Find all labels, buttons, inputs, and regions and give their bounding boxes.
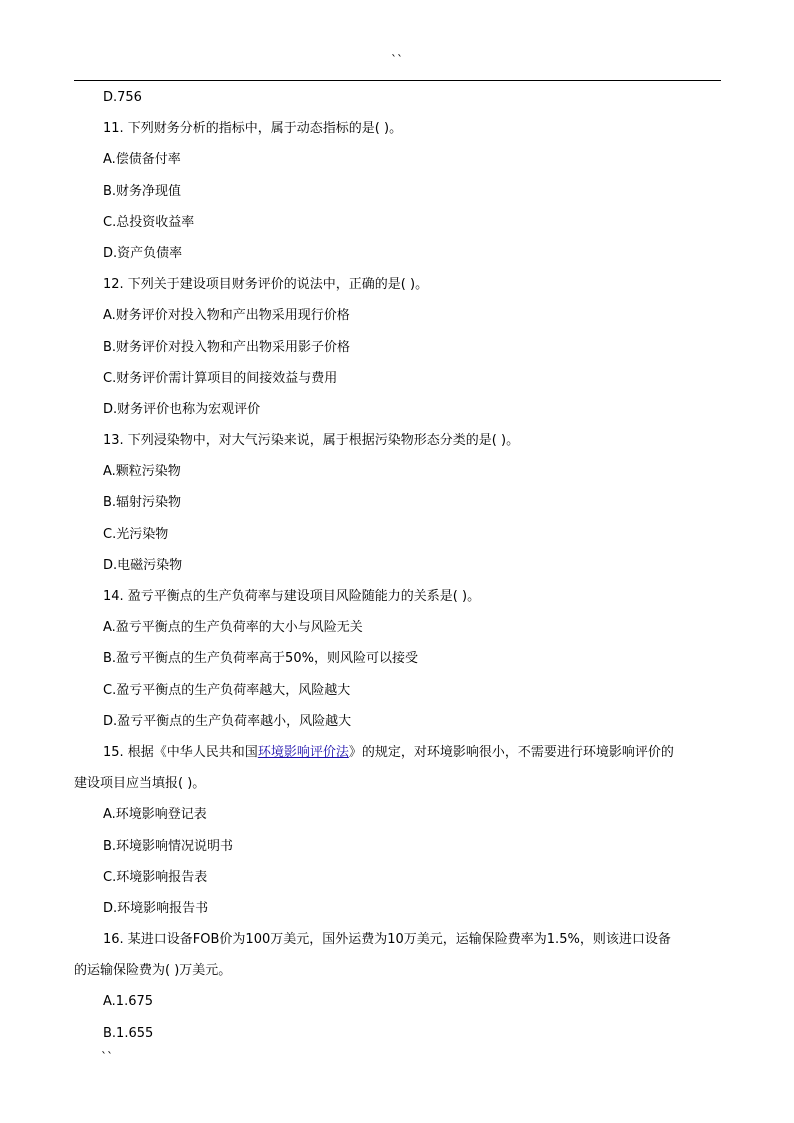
option-line: A.财务评价对投入物和产出物采用现行价格	[103, 308, 350, 324]
option-line: D.环境影响报告书	[103, 900, 209, 916]
question-15-line-2: 建设项目应当填报( )。	[74, 776, 206, 792]
question-15-line-1	[103, 743, 721, 763]
option-line: A.环境影响登记表	[103, 807, 207, 823]
option-line: B.财务净现值	[103, 183, 182, 199]
option-line: A.颗粒污染物	[103, 464, 181, 480]
option-line: D.资产负债率	[103, 245, 183, 261]
header-rule	[74, 80, 721, 81]
law-link[interactable]: 环境影响评价法	[257, 744, 349, 760]
question-15-prefix: 15. 根据《中华人民共和国	[103, 744, 258, 760]
option-line: D.电磁污染物	[103, 557, 183, 573]
question-15-suffix: 》的规定，对环境影响很小，不需要进行环境影响评价的	[348, 744, 674, 760]
question-11: 11. 下列财务分析的指标中，属于动态指标的是( )。	[103, 121, 403, 137]
option-line: C.环境影响报告表	[103, 869, 208, 885]
option-line: B.财务评价对投入物和产出物采用影子价格	[103, 339, 351, 355]
question-13: 13. 下列浸染物中，对大气污染来说，属于根据污染物形态分类的是( )。	[103, 433, 520, 449]
option-line: C.盈亏平衡点的生产负荷率越大，风险越大	[103, 682, 351, 698]
option-line: D.财务评价也称为宏观评价	[103, 401, 261, 417]
document-body	[74, 88, 721, 1055]
option-line: C.光污染物	[103, 526, 169, 542]
option-line: A.偿债备付率	[103, 152, 181, 168]
option-line: B.辐射污染物	[103, 495, 182, 511]
option-line: B.盈亏平衡点的生产负荷率高于50%，则风险可以接受	[103, 651, 418, 667]
question-16-line-1: 16. 某进口设备FOB价为100万美元，国外运费为10万美元，运输保险费率为1.5%，则该进口设备	[103, 932, 671, 948]
question-12: 12. 下列关于建设项目财务评价的说法中，正确的是( )。	[103, 277, 429, 293]
page-footer-mark: ``	[101, 1050, 113, 1064]
option-line: A.盈亏平衡点的生产负荷率的大小与风险无关	[103, 620, 363, 636]
option-line: B.环境影响情况说明书	[103, 838, 234, 854]
option-line: C.财务评价需计算项目的间接效益与费用	[103, 370, 338, 386]
question-16-line-2: 的运输保险费为( )万美元。	[74, 963, 232, 979]
option-line: D.756	[103, 90, 142, 105]
option-line: C.总投资收益率	[103, 214, 195, 230]
option-line: D.盈亏平衡点的生产负荷率越小，风险越大	[103, 713, 352, 729]
option-line: B.1.655	[103, 1025, 154, 1041]
page-header-mark: ``	[391, 53, 403, 67]
option-line: A.1.675	[103, 994, 154, 1010]
question-14: 14. 盈亏平衡点的生产负荷率与建设项目风险随能力的关系是( )。	[103, 589, 481, 604]
